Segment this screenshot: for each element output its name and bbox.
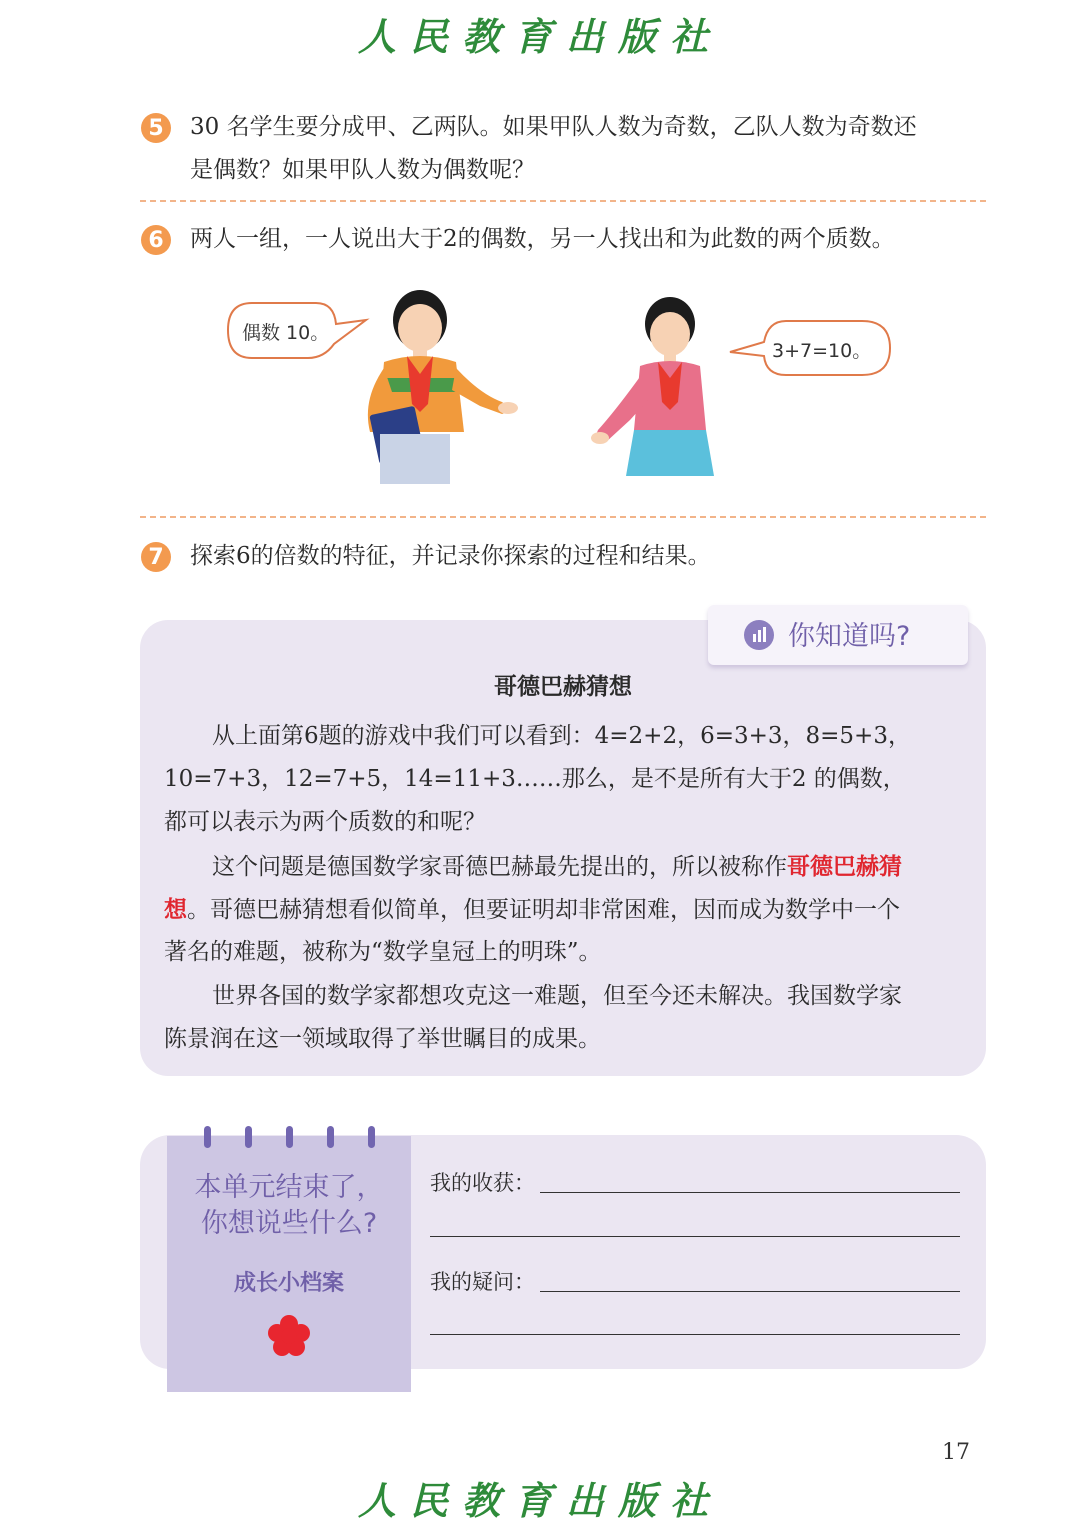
highlight-term: 想 — [164, 896, 187, 923]
paragraph-2-text: 。哥德巴赫猜想看似简单，但要证明却非常困难，因而成为数学中一个 — [187, 897, 900, 923]
question-answer-line-2[interactable] — [430, 1334, 960, 1335]
binder-ring — [368, 1126, 375, 1148]
harvest-answer-line-2[interactable] — [430, 1236, 960, 1237]
question-answer-line[interactable] — [540, 1291, 960, 1292]
girl-illustration — [590, 290, 740, 490]
question-5-number: 5 — [141, 113, 171, 143]
paragraph-2-line-3: 著名的难题，被称为“数学皇冠上的明珠”。 — [164, 939, 602, 965]
paragraph-1-line-3: 都可以表示为两个质数的和呢？ — [164, 809, 486, 835]
paragraph-3-line-2: 陈景润在这一领域取得了举世瞩目的成果。 — [164, 1026, 601, 1052]
paragraph-2-text: 这个问题是德国数学家哥德巴赫最先提出的，所以被称作 — [212, 854, 787, 880]
boy-illustration — [352, 282, 522, 492]
girl-speech-text: 3+7=10。 — [772, 340, 872, 362]
question-6-text: 两人一组，一人说出大于2的偶数，另一人找出和为此数的两个质数。 — [190, 226, 895, 252]
highlight-term: 哥德巴赫猜 — [787, 853, 902, 880]
flower-icon — [266, 1314, 312, 1358]
paragraph-2-line-2 — [164, 888, 974, 932]
paragraph-1-line-2: 10=7+3，12=7+5，14=11+3……那么，是不是所有大于2 的偶数， — [164, 766, 906, 792]
question-7-number: 7 — [141, 542, 171, 572]
chart-icon — [744, 620, 774, 650]
page-number: 17 — [942, 1440, 970, 1465]
paragraph-1-line-1: 从上面第6题的游戏中我们可以看到：4=2+2，6=3+3，8=5+3， — [212, 723, 911, 749]
harvest-answer-line[interactable] — [540, 1192, 960, 1193]
publisher-logo-top: 人民教育出版社 — [357, 14, 722, 59]
unit-end-title-2: 你想说些什么? — [200, 1208, 378, 1239]
boy-speech-text: 偶数 10。 — [242, 322, 330, 344]
binder-ring — [286, 1126, 293, 1148]
question-5-line-2: 是偶数？如果甲队人数为偶数呢？ — [190, 157, 535, 183]
binder-ring — [204, 1126, 211, 1148]
paragraph-3-line-1: 世界各国的数学家都想攻克这一难题，但至今还未解决。我国数学家 — [212, 983, 902, 1009]
paragraph-2-line-1 — [164, 845, 974, 889]
growth-file-label: 成长小档案 — [233, 1271, 344, 1296]
harvest-label: 我的收获： — [430, 1171, 535, 1195]
question-6-number: 6 — [141, 225, 171, 255]
question-label: 我的疑问： — [430, 1270, 535, 1294]
divider-dashed — [140, 516, 986, 518]
divider-dashed — [140, 200, 986, 202]
unit-end-title-1: 本单元结束了， — [194, 1172, 384, 1203]
card-title: 哥德巴赫猜想 — [494, 673, 632, 700]
binder-ring — [327, 1126, 334, 1148]
publisher-logo-bottom: 人民教育出版社 — [357, 1478, 722, 1523]
question-5-line-1: 30 名学生要分成甲、乙两队。如果甲队人数为奇数，乙队人数为奇数还 — [190, 114, 917, 140]
binder-ring — [245, 1126, 252, 1148]
did-you-know-label: 你知道吗? — [788, 621, 911, 652]
question-7-text: 探索6的倍数的特征，并记录你探索的过程和结果。 — [190, 543, 711, 569]
